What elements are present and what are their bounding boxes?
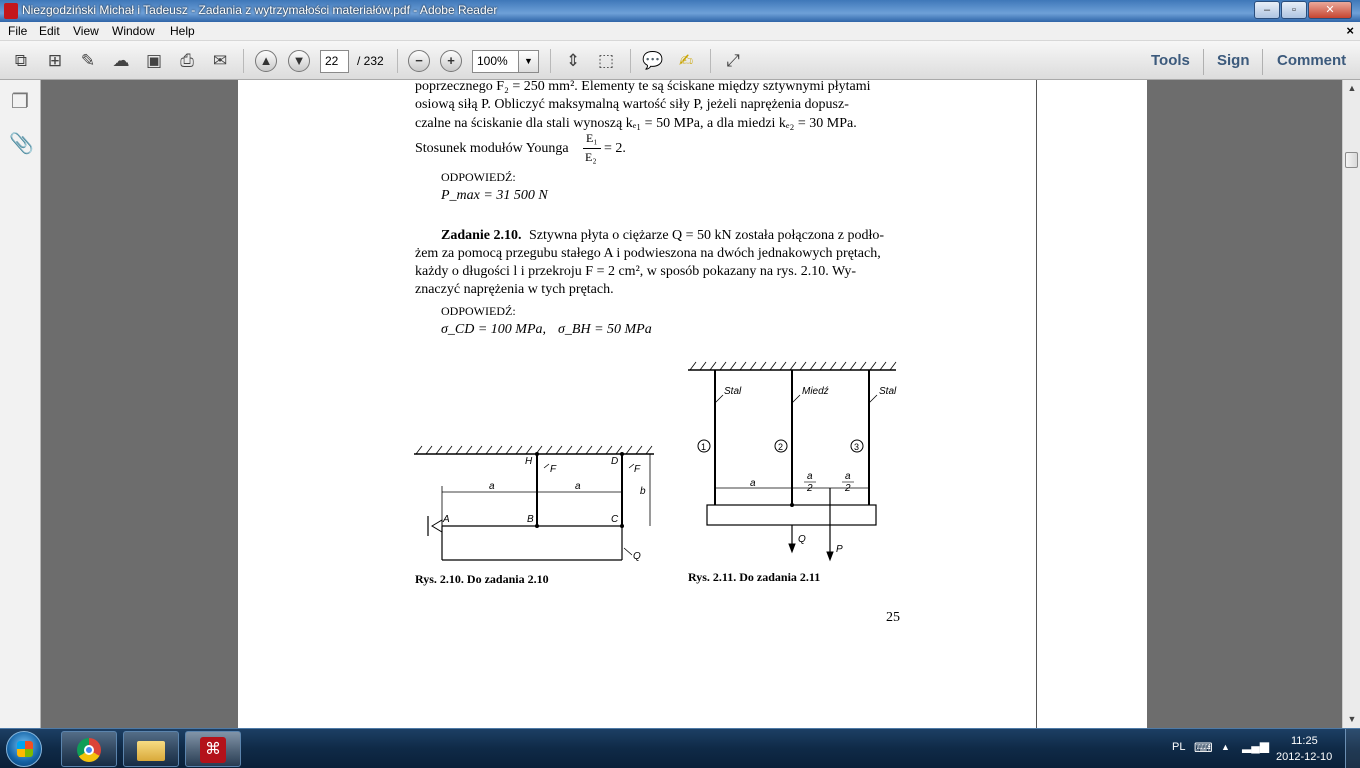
answer-label: ODPOWIEDŹ: — [441, 170, 516, 184]
ratio-value: = 2. — [604, 141, 626, 156]
label-P: P — [836, 544, 843, 555]
zoom-in-icon[interactable]: + — [440, 50, 462, 72]
figure-caption: Rys. 2.11. Do zadania 2.11 — [688, 570, 821, 584]
menu-window[interactable]: Window — [112, 24, 155, 38]
figure-caption: Rys. 2.10. Do zadania 2.10 — [415, 572, 549, 586]
navigation-panel — [0, 80, 41, 728]
toolbar-separator — [630, 49, 631, 73]
text-line: Stosunek modułów Younga — [415, 141, 569, 156]
windows-logo-icon — [17, 741, 33, 757]
toolbar-separator — [710, 49, 711, 73]
label-H: H — [525, 456, 533, 467]
figure-2-10 — [412, 442, 662, 567]
text-line: każdy o długości l i przekroju F = 2 cm², w sposób pokazany na rys. 2.10. Wy- — [415, 264, 857, 279]
toolbar-separator — [1203, 49, 1204, 75]
text-line: poprzecznego F₂ = 250 mm². Elementy te są ściskane między sztywnymi płytami — [415, 79, 871, 94]
fit-width-icon[interactable]: ⬚ — [597, 51, 615, 70]
label-a-left: a — [489, 481, 495, 492]
label-D: D — [611, 456, 619, 467]
scroll-down-icon[interactable]: ▼ — [1347, 714, 1357, 724]
email-icon[interactable]: ✉ — [212, 51, 228, 70]
label-F-left: F — [550, 464, 557, 475]
document-viewport[interactable] — [41, 80, 1342, 728]
toolbar — [0, 41, 1360, 80]
menu-bar — [0, 22, 1360, 41]
answer-label: ODPOWIEDŹ: — [441, 304, 516, 318]
create-pdf-icon[interactable]: ⧉ — [14, 51, 28, 70]
fit-page-icon[interactable]: ⇕ — [565, 51, 581, 70]
next-page-icon[interactable]: ▼ — [288, 50, 310, 72]
show-desktop-button[interactable] — [1345, 729, 1360, 768]
pdf-page — [238, 80, 1147, 728]
answer-value: σ_BH = 50 MPa — [558, 322, 652, 337]
text-line: czalne na ściskanie dla stali wynoszą kₑ₁ = 50 MPa, a dla miedzi kₑ₂ = 30 MPa. — [415, 116, 857, 131]
previous-page-icon[interactable]: ▲ — [255, 50, 277, 72]
text-line: osiową siłą P. Obliczyć maksymalną wartość siły P, jeżeli naprężenia dopusz- — [415, 97, 849, 112]
comment-bubble-icon[interactable]: 💬 — [642, 51, 664, 70]
answer-value: P_max = 31 500 N — [441, 188, 548, 203]
zoom-dropdown-button[interactable]: ▼ — [518, 50, 539, 73]
close-button[interactable]: ✕ — [1308, 1, 1352, 19]
label-b: b — [640, 486, 646, 497]
network-signal-icon[interactable]: ▂▄▆ — [1242, 739, 1269, 753]
answer-value: σ_CD = 100 MPa, — [441, 322, 547, 337]
tools-link[interactable]: Tools — [1151, 52, 1190, 69]
language-indicator[interactable]: PL — [1172, 741, 1186, 753]
fraction-bar — [583, 148, 601, 149]
label-B: B — [527, 514, 534, 525]
label-Q: Q — [633, 551, 641, 562]
label-Q: Q — [798, 534, 806, 545]
page-edge-line — [1036, 80, 1037, 728]
label-C: C — [611, 514, 619, 525]
adobe-reader-icon: ⌘ — [200, 737, 226, 763]
save-icon[interactable]: ▣ — [145, 51, 163, 70]
highlight-icon[interactable]: ✍ — [678, 51, 694, 70]
label-a-half-1-den: 2 — [807, 483, 813, 494]
rod-number-2: 2 — [778, 442, 784, 452]
scroll-thumb[interactable] — [1345, 152, 1358, 168]
taskbar — [0, 728, 1360, 768]
label-A: A — [443, 514, 450, 525]
title-bar — [0, 0, 1360, 22]
rod-number-3: 3 — [854, 442, 860, 452]
task-label: Zadanie 2.10. — [441, 228, 522, 243]
explorer-icon — [137, 741, 165, 761]
minimize-button[interactable]: – — [1254, 1, 1280, 19]
zoom-out-icon[interactable]: − — [408, 50, 430, 72]
close-document-icon[interactable]: × — [1346, 23, 1354, 38]
taskbar-explorer[interactable] — [123, 731, 179, 767]
page-number-input[interactable]: 22 — [320, 50, 349, 73]
text-line: znaczyć naprężenia w tych prętach. — [415, 282, 614, 297]
rod-number-1: 1 — [701, 442, 707, 452]
toolbar-separator — [397, 49, 398, 73]
full-screen-icon[interactable]: ⤢ — [726, 51, 740, 70]
label-a: a — [750, 478, 756, 489]
upload-icon[interactable]: ☁ — [112, 51, 130, 70]
toolbar-separator — [550, 49, 551, 73]
sign-link[interactable]: Sign — [1217, 52, 1250, 69]
menu-help[interactable]: Help — [170, 24, 195, 38]
attachments-icon[interactable]: 📎 — [9, 133, 34, 155]
label-F-right: F — [634, 464, 641, 475]
pages-icon[interactable]: ❐ — [11, 91, 29, 113]
ratio-numerator: E₁ — [586, 131, 598, 145]
label-stal-right: Stal — [879, 386, 897, 397]
tray-expand-icon[interactable]: ▲ — [1221, 742, 1230, 752]
label-miedz: Miedź — [802, 386, 829, 397]
text-line: Sztywna płyta o ciężarze Q = 50 kN została połączona z podło- — [529, 228, 885, 243]
adobe-reader-app-icon — [4, 3, 18, 19]
ratio-denominator: E₂ — [585, 150, 597, 164]
keyboard-icon[interactable]: ⌨ — [1194, 740, 1213, 755]
menu-file[interactable]: File — [8, 24, 28, 38]
clock-date[interactable]: 2012-12-10 — [1276, 751, 1333, 763]
menu-edit[interactable]: Edit — [39, 24, 60, 38]
page-number: 25 — [886, 610, 900, 625]
toolbar-separator — [243, 49, 244, 73]
figure-2-11 — [686, 358, 906, 563]
toolbar-separator — [1262, 49, 1263, 75]
comment-link[interactable]: Comment — [1277, 52, 1347, 69]
scroll-up-icon[interactable]: ▲ — [1347, 83, 1357, 93]
vertical-scrollbar[interactable] — [1342, 80, 1360, 728]
label-a-half-2-num: a — [845, 471, 851, 482]
clock-time[interactable]: 11:25 — [1291, 735, 1318, 747]
label-a-half-2-den: 2 — [845, 483, 851, 494]
taskbar-adobe-reader[interactable] — [185, 731, 241, 767]
window-title: Niezgodziński Michał i Tadeusz - Zadania z wytrzymałości materiałów.pdf - Adobe Reader — [22, 3, 498, 17]
taskbar-chrome[interactable] — [61, 731, 117, 767]
combine-icon[interactable]: ⊞ — [47, 51, 63, 70]
print-icon[interactable]: ⎙ — [180, 51, 194, 70]
chrome-icon-center — [84, 745, 94, 755]
maximize-button[interactable]: ▫ — [1281, 1, 1307, 19]
label-a-half-1-num: a — [807, 471, 813, 482]
label-a-right: a — [575, 481, 581, 492]
edit-icon[interactable]: ✎ — [80, 51, 96, 70]
text-line: żem za pomocą przegubu stałego A i podwieszona na dwóch jednakowych prętach, — [415, 246, 881, 261]
start-button[interactable] — [6, 731, 42, 767]
label-stal-left: Stal — [724, 386, 742, 397]
page-total-label: / 232 — [357, 54, 384, 68]
zoom-input[interactable]: 100% — [472, 50, 519, 73]
menu-view[interactable]: View — [73, 24, 99, 38]
